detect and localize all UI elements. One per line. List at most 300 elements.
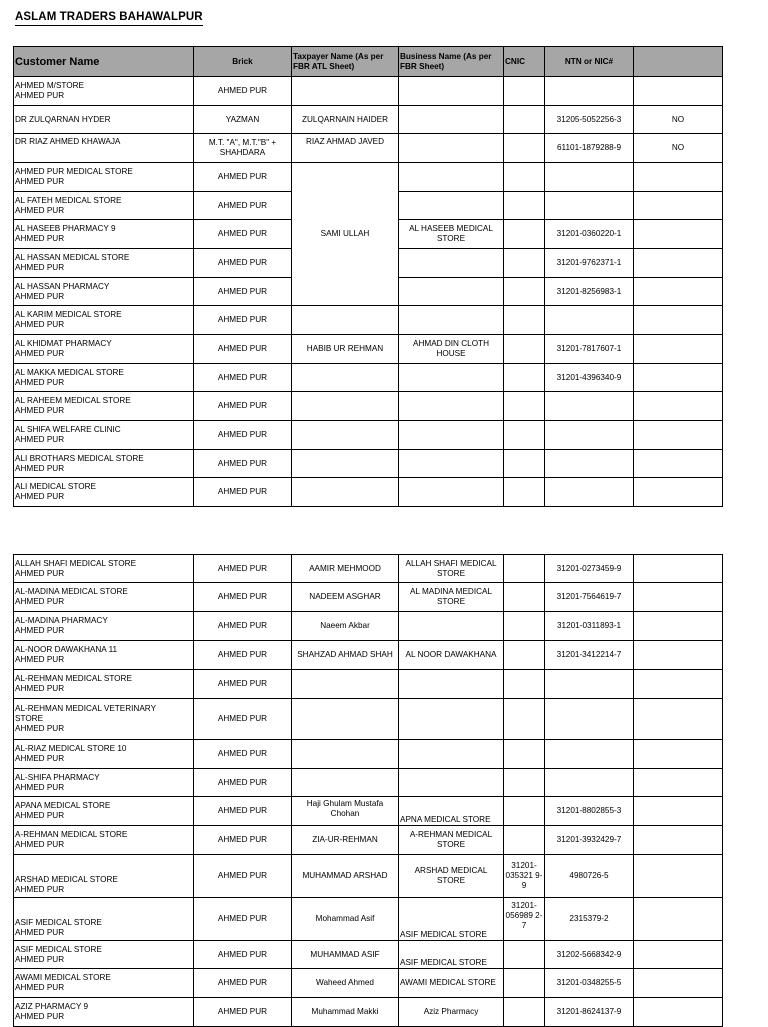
customer-city: AHMED PUR [15, 492, 65, 501]
customer-name: AL-MADINA MEDICAL STORE [15, 587, 128, 596]
extra-cell [634, 670, 723, 699]
header-row [14, 47, 723, 77]
business-cell: ASIF MEDICAL STORE [399, 941, 504, 969]
business-cell [399, 769, 504, 797]
business-cell [399, 421, 504, 450]
customer-city: AHMED PUR [15, 435, 65, 444]
ntn-cell [545, 163, 634, 192]
customer-name-cell [14, 478, 194, 507]
header-extra [634, 47, 723, 77]
table-row [14, 740, 723, 769]
ntn-cell: 31201-9762371-1 [545, 249, 634, 278]
extra-cell [634, 192, 723, 220]
table-row [14, 898, 723, 941]
cnic-cell: 31201-056989 2-7 [504, 898, 545, 941]
customer-name: AL-SHIFA PHARMACY [15, 772, 100, 782]
customer-name-cell [14, 941, 194, 969]
brick-cell: AHMED PUR [194, 335, 292, 364]
header-ntn: NTN or NIC# [545, 47, 634, 77]
customer-city: AHMED PUR [15, 684, 65, 693]
table-row [14, 699, 723, 740]
taxpayer-cell: Muhammad Makki [292, 998, 399, 1027]
customer-name-cell [14, 998, 194, 1027]
brick-cell: AHMED PUR [194, 797, 292, 826]
brick-cell: AHMED PUR [194, 998, 292, 1027]
taxpayer-cell: MUHAMMAD ASIF [292, 941, 399, 969]
extra-cell: NO [634, 106, 723, 134]
extra-cell [634, 612, 723, 641]
customer-city: AHMED PUR [15, 205, 65, 215]
customer-name-cell [14, 278, 194, 306]
taxpayer-cell [292, 740, 399, 769]
extra-cell [634, 249, 723, 278]
customer-name-cell [14, 826, 194, 855]
extra-cell [634, 278, 723, 306]
taxpayer-cell: MUHAMMAD ARSHAD [292, 855, 399, 898]
table-row [14, 306, 723, 335]
taxpayer-cell: NADEEM ASGHAR [292, 583, 399, 612]
header-customer-name: Customer Name [14, 47, 194, 77]
customer-city: AHMED PUR [15, 782, 65, 792]
table-row [14, 478, 723, 507]
ntn-cell [545, 392, 634, 421]
brick-cell: YAZMAN [194, 106, 292, 134]
customer-name-cell [14, 641, 194, 670]
extra-cell [634, 740, 723, 769]
business-cell: A-REHMAN MEDICAL STORE [399, 826, 504, 855]
customer-name-cell [14, 364, 194, 392]
ntn-cell [545, 740, 634, 769]
brick-cell: AHMED PUR [194, 220, 292, 249]
customer-name: AL-RIAZ MEDICAL STORE 10 [15, 744, 127, 753]
customer-name-cell [14, 612, 194, 641]
cnic-cell [504, 192, 545, 220]
customer-name: AHMED M/STORE [15, 81, 84, 90]
business-cell [399, 670, 504, 699]
cnic-cell [504, 392, 545, 421]
extra-cell [634, 898, 723, 941]
ntn-cell: 31202-5668342-9 [545, 941, 634, 969]
ntn-cell: 31201-4396340-9 [545, 364, 634, 392]
customer-city: AHMED PUR [15, 406, 65, 415]
customer-name-cell [14, 421, 194, 450]
ntn-cell: 4980726-5 [545, 855, 634, 898]
brick-cell: AHMED PUR [194, 699, 292, 740]
business-cell: AWAMI MEDICAL STORE [399, 969, 504, 998]
customer-city: AHMED PUR [15, 291, 65, 301]
customer-name: DR ZULQARNAN HYDER [15, 114, 111, 124]
business-cell [399, 364, 504, 392]
ntn-cell: 31201-8256983-1 [545, 278, 634, 306]
taxpayer-cell: ZULQARNAIN HAIDER [292, 106, 399, 134]
cnic-cell [504, 134, 545, 163]
cnic-cell [504, 163, 545, 192]
extra-cell [634, 769, 723, 797]
ntn-cell: 31205-5052256-3 [545, 106, 634, 134]
brick-cell: AHMED PUR [194, 278, 292, 306]
extra-cell [634, 855, 723, 898]
customer-name-cell [14, 898, 194, 941]
customer-city: AHMED PUR [15, 463, 65, 473]
customer-name: AL HASSAN PHARMACY [15, 281, 110, 291]
brick-cell: AHMED PUR [194, 192, 292, 220]
taxpayer-cell: Haji Ghulam Mustafa Chohan [292, 797, 399, 826]
customer-name-cell [14, 192, 194, 220]
customer-name: AL HASEEB PHARMACY 9 [15, 224, 116, 233]
customer-name: ARSHAD MEDICAL STORE [15, 875, 118, 884]
cnic-cell [504, 478, 545, 507]
brick-cell: AHMED PUR [194, 826, 292, 855]
customer-city: AHMED PUR [15, 983, 65, 992]
table-row [14, 769, 723, 797]
brick-cell: AHMED PUR [194, 612, 292, 641]
extra-cell [634, 583, 723, 612]
customer-name: APANA MEDICAL STORE [15, 801, 111, 810]
brick-cell: M.T. "A", M.T."B" + SHAHDARA [194, 134, 292, 163]
brick-cell: AHMED PUR [194, 670, 292, 699]
customer-name: DR RIAZ AHMED KHAWAJA [15, 137, 121, 146]
table-row [14, 826, 723, 855]
brick-cell: AHMED PUR [194, 740, 292, 769]
ntn-cell: 31201-7817607-1 [545, 335, 634, 364]
table-row [14, 392, 723, 421]
brick-cell: AHMED PUR [194, 163, 292, 192]
cnic-cell [504, 941, 545, 969]
customer-name: ALI BROTHARS MEDICAL STORE [15, 453, 144, 463]
ntn-cell: 31201-3932429-7 [545, 826, 634, 855]
customer-city: AHMED PUR [15, 349, 65, 358]
taxpayer-cell: ZIA-UR-REHMAN [292, 826, 399, 855]
ntn-cell: 31201-0273459-9 [545, 555, 634, 583]
customer-name: ASIF MEDICAL STORE [15, 944, 102, 954]
customer-name-cell [14, 969, 194, 998]
table-row [14, 450, 723, 478]
header-business-name: Business Name (As per FBR Sheet) [399, 47, 504, 77]
business-cell [399, 106, 504, 134]
extra-cell [634, 220, 723, 249]
cnic-cell: 31201-035321 9-9 [504, 855, 545, 898]
extra-cell [634, 163, 723, 192]
customer-city: AHMED PUR [15, 377, 65, 387]
customer-name-cell [14, 855, 194, 898]
business-cell [399, 478, 504, 507]
customer-name-cell [14, 335, 194, 364]
customer-name-cell [14, 555, 194, 583]
table-row [14, 134, 723, 163]
customer-name: AL-MADINA PHARMACY [15, 616, 108, 625]
customer-name: AZIZ PHARMACY 9 [15, 1002, 89, 1011]
customer-name: AL RAHEEM MEDICAL STORE [15, 396, 131, 405]
taxpayer-cell [292, 699, 399, 740]
taxpayer-cell: RIAZ AHMAD JAVED [292, 134, 399, 163]
extra-cell [634, 478, 723, 507]
business-cell [399, 192, 504, 220]
brick-cell: AHMED PUR [194, 249, 292, 278]
brick-cell: AHMED PUR [194, 641, 292, 670]
ntn-cell: 31201-0348255-5 [545, 969, 634, 998]
brick-cell: AHMED PUR [194, 941, 292, 969]
brick-cell: AHMED PUR [194, 478, 292, 507]
customer-name-cell [14, 392, 194, 421]
customer-city: AHMED PUR [15, 234, 65, 243]
customer-city: AHMED PUR [15, 626, 65, 635]
customer-name-cell [14, 699, 194, 740]
extra-cell [634, 335, 723, 364]
business-cell [399, 163, 504, 192]
brick-cell: AHMED PUR [194, 77, 292, 106]
cnic-cell [504, 278, 545, 306]
table-row [14, 335, 723, 364]
customer-name: ASIF MEDICAL STORE [15, 918, 102, 927]
ntn-cell [545, 699, 634, 740]
customer-city: AHMED PUR [15, 177, 65, 186]
customer-name-cell [14, 450, 194, 478]
business-cell [399, 306, 504, 335]
business-cell [399, 612, 504, 641]
business-cell [399, 77, 504, 106]
table-row [14, 583, 723, 612]
customer-name-cell [14, 77, 194, 106]
ntn-cell [545, 670, 634, 699]
extra-cell [634, 641, 723, 670]
taxpayer-cell [292, 421, 399, 450]
extra-cell [634, 421, 723, 450]
business-cell [399, 740, 504, 769]
business-cell: ASIF MEDICAL STORE [399, 898, 504, 941]
business-cell [399, 278, 504, 306]
ntn-cell [545, 421, 634, 450]
header-taxpayer-name: Taxpayer Name (As per FBR ATL Sheet) [292, 47, 399, 77]
extra-cell [634, 941, 723, 969]
brick-cell: AHMED PUR [194, 555, 292, 583]
brick-cell: AHMED PUR [194, 306, 292, 335]
customer-city: AHMED PUR [15, 724, 65, 733]
customer-name: AWAMI MEDICAL STORE [15, 973, 111, 982]
table-row [14, 163, 723, 192]
customer-city: AHMED PUR [15, 320, 65, 329]
business-cell: AL NOOR DAWAKHANA [399, 641, 504, 670]
ntn-cell: 31201-8624137-9 [545, 998, 634, 1027]
table-row [14, 612, 723, 641]
brick-cell: AHMED PUR [194, 855, 292, 898]
customer-table-2 [13, 554, 723, 1027]
taxpayer-cell: AAMIR MEHMOOD [292, 555, 399, 583]
brick-cell: AHMED PUR [194, 392, 292, 421]
taxpayer-cell: Mohammad Asif [292, 898, 399, 941]
ntn-cell: 31201-7564619-7 [545, 583, 634, 612]
customer-name: AL FATEH MEDICAL STORE [15, 195, 122, 205]
business-cell [399, 699, 504, 740]
table-row [14, 941, 723, 969]
extra-cell [634, 555, 723, 583]
business-cell [399, 249, 504, 278]
extra-cell: NO [634, 134, 723, 163]
cnic-cell [504, 249, 545, 278]
extra-cell [634, 392, 723, 421]
cnic-cell [504, 969, 545, 998]
customer-name: AL-NOOR DAWAKHANA 11 [15, 645, 118, 654]
taxpayer-merged-cell: SAMI ULLAH [292, 163, 399, 306]
customer-city: AHMED PUR [15, 1012, 65, 1021]
customer-table-1 [13, 46, 723, 507]
business-cell [399, 450, 504, 478]
customer-city: AHMED PUR [15, 954, 65, 964]
cnic-cell [504, 306, 545, 335]
customer-name-cell [14, 740, 194, 769]
taxpayer-cell [292, 364, 399, 392]
table-row [14, 421, 723, 450]
brick-cell: AHMED PUR [194, 969, 292, 998]
cnic-cell [504, 220, 545, 249]
table-row [14, 855, 723, 898]
ntn-cell [545, 77, 634, 106]
customer-name-cell [14, 106, 194, 134]
taxpayer-cell: Waheed Ahmed [292, 969, 399, 998]
cnic-cell [504, 450, 545, 478]
cnic-cell [504, 740, 545, 769]
cnic-cell [504, 335, 545, 364]
cnic-cell [504, 769, 545, 797]
cnic-cell [504, 612, 545, 641]
ntn-cell [545, 450, 634, 478]
customer-name: AL-REHMAN MEDICAL VETERINARY [15, 704, 157, 713]
business-cell [399, 134, 504, 163]
ntn-cell [545, 192, 634, 220]
ntn-cell: 31201-8802855-3 [545, 797, 634, 826]
customer-name: AHMED PUR MEDICAL STORE [15, 167, 133, 176]
taxpayer-cell [292, 769, 399, 797]
customer-name: ALI MEDICAL STORE [15, 482, 96, 491]
table-row [14, 555, 723, 583]
taxpayer-cell: Naeem Akbar [292, 612, 399, 641]
extra-cell [634, 969, 723, 998]
table-row [14, 998, 723, 1027]
brick-cell: AHMED PUR [194, 583, 292, 612]
customer-name-cell [14, 220, 194, 249]
brick-cell: AHMED PUR [194, 450, 292, 478]
taxpayer-cell: HABIB UR REHMAN [292, 335, 399, 364]
extra-cell [634, 450, 723, 478]
extra-cell [634, 797, 723, 826]
ntn-cell: 31201-0311893-1 [545, 612, 634, 641]
business-cell: AHMAD DIN CLOTH HOUSE [399, 335, 504, 364]
business-cell: ARSHAD MEDICAL STORE [399, 855, 504, 898]
table-row [14, 106, 723, 134]
extra-cell [634, 364, 723, 392]
brick-cell: AHMED PUR [194, 769, 292, 797]
ntn-cell: 61101-1879288-9 [545, 134, 634, 163]
customer-city: AHMED PUR [15, 263, 65, 272]
table-row [14, 77, 723, 106]
brick-cell: AHMED PUR [194, 421, 292, 450]
customer-name-cell [14, 583, 194, 612]
taxpayer-cell: SHAHZAD AHMAD SHAH [292, 641, 399, 670]
customer-name-continued: STORE [15, 714, 44, 723]
brick-cell: AHMED PUR [194, 364, 292, 392]
header-brick: Brick [194, 47, 292, 77]
business-cell: Aziz Pharmacy [399, 998, 504, 1027]
customer-name: ALLAH SHAFI MEDICAL STORE [15, 558, 137, 568]
customer-city: AHMED PUR [15, 840, 65, 849]
customer-name-cell [14, 163, 194, 192]
cnic-cell [504, 106, 545, 134]
customer-name-cell [14, 249, 194, 278]
customer-name-cell [14, 769, 194, 797]
table-row [14, 797, 723, 826]
customer-name: A-REHMAN MEDICAL STORE [15, 830, 128, 839]
customer-name-cell [14, 797, 194, 826]
taxpayer-cell [292, 478, 399, 507]
customer-city: AHMED PUR [15, 928, 65, 937]
sheet-title: ASLAM TRADERS BAHAWALPUR [15, 11, 203, 26]
extra-cell [634, 998, 723, 1027]
taxpayer-cell [292, 306, 399, 335]
table-row [14, 364, 723, 392]
table-row [14, 641, 723, 670]
customer-name: AL-REHMAN MEDICAL STORE [15, 674, 132, 683]
ntn-cell [545, 306, 634, 335]
customer-city: AHMED PUR [15, 811, 65, 820]
ntn-cell: 31201-3412214-7 [545, 641, 634, 670]
business-cell: AL MADINA MEDICAL STORE [399, 583, 504, 612]
customer-city: AHMED PUR [15, 568, 65, 578]
taxpayer-cell [292, 670, 399, 699]
business-cell: ALLAH SHAFI MEDICAL STORE [399, 555, 504, 583]
customer-name: AL KHIDMAT PHARMACY [15, 339, 112, 348]
cnic-cell [504, 797, 545, 826]
customer-name: AL HASSAN MEDICAL STORE [15, 253, 130, 262]
customer-city: AHMED PUR [15, 597, 65, 606]
customer-name: AL KARIM MEDICAL STORE [15, 310, 122, 319]
brick-cell: AHMED PUR [194, 898, 292, 941]
cnic-cell [504, 826, 545, 855]
customer-city: AHMED PUR [15, 754, 65, 763]
cnic-cell [504, 555, 545, 583]
business-cell: APNA MEDICAL STORE [399, 797, 504, 826]
table-row [14, 670, 723, 699]
business-cell: AL HASEEB MEDICAL STORE [399, 220, 504, 249]
cnic-cell [504, 998, 545, 1027]
customer-city: AHMED PUR [15, 655, 65, 664]
cnic-cell [504, 421, 545, 450]
cnic-cell [504, 641, 545, 670]
business-cell [399, 392, 504, 421]
cnic-cell [504, 364, 545, 392]
customer-name-cell [14, 134, 194, 163]
taxpayer-cell [292, 392, 399, 421]
customer-name-cell [14, 306, 194, 335]
cnic-cell [504, 583, 545, 612]
extra-cell [634, 306, 723, 335]
cnic-cell [504, 699, 545, 740]
ntn-cell [545, 478, 634, 507]
ntn-cell: 31201-0360220-1 [545, 220, 634, 249]
customer-name: AL MAKKA MEDICAL STORE [15, 367, 124, 377]
extra-cell [634, 77, 723, 106]
extra-cell [634, 826, 723, 855]
ntn-cell: 2315379-2 [545, 898, 634, 941]
customer-city: AHMED PUR [15, 91, 65, 100]
header-cnic: CNIC [504, 47, 545, 77]
customer-name: AL SHIFA WELFARE CLINIC [15, 425, 121, 434]
ntn-cell [545, 769, 634, 797]
cnic-cell [504, 77, 545, 106]
cnic-cell [504, 670, 545, 699]
customer-city: AHMED PUR [15, 885, 65, 894]
customer-name-cell [14, 670, 194, 699]
taxpayer-cell [292, 450, 399, 478]
extra-cell [634, 699, 723, 740]
